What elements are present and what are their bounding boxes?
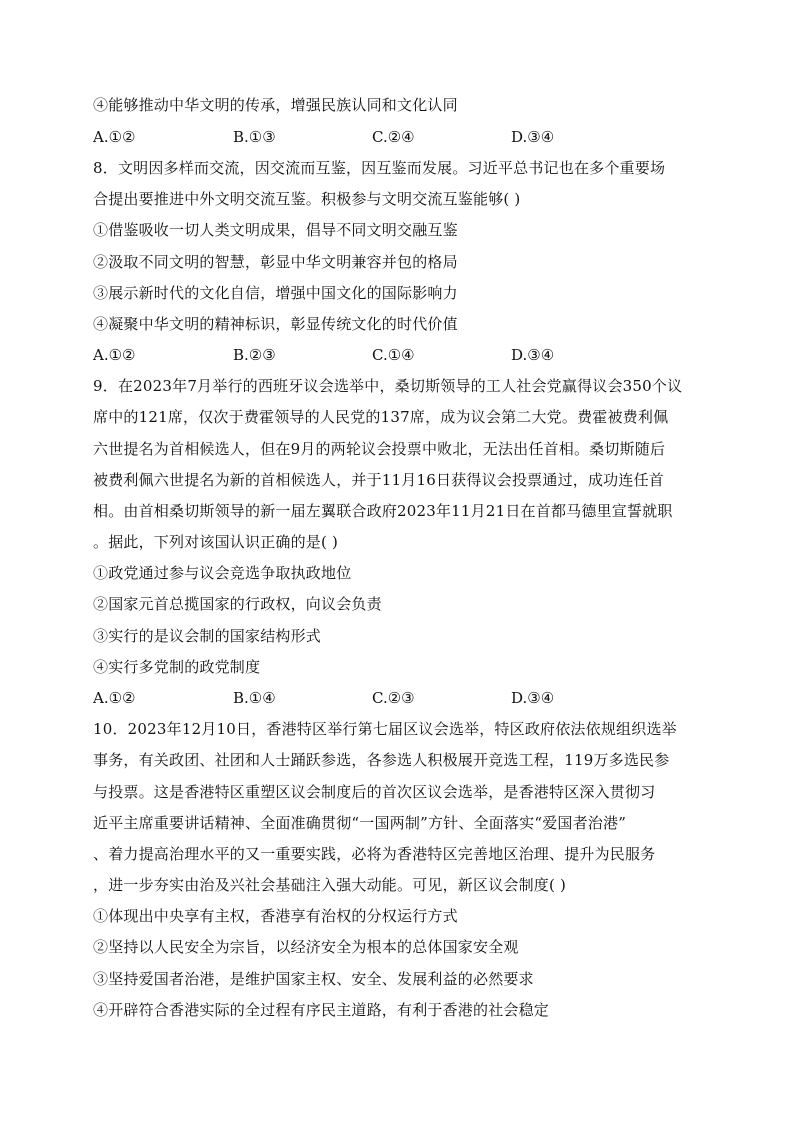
q9-option-1: ①政党通过参与议会竞选争取执政地位 [93, 564, 352, 582]
q9-stem-line-3: 六世提名为首相候选人，但在9月的两轮议会投票中败北，无法出任首相。桑切斯随后 [93, 440, 666, 458]
q9-stem-line-1: 9．在2023年7月举行的西班牙议会选举中，桑切斯领导的工人社会党赢得议会350个议 [93, 377, 683, 395]
q10-option-2: ②坚持以人民安全为宗旨，以经济安全为根本的总体国家安全观 [93, 938, 519, 956]
q7-choice-b: B.①③ [233, 128, 276, 146]
q8-option-4: ④凝聚中华文明的精神标识，彰显传统文化的时代价值 [93, 315, 458, 333]
q9-option-2: ②国家元首总揽国家的行政权，向议会负责 [93, 595, 382, 613]
q7-choices [93, 127, 713, 147]
q8-option-3: ③展示新时代的文化自信，增强中国文化的国际影响力 [93, 284, 458, 302]
q8-option-1: ①借鉴吸收一切人类文明成果，倡导不同文明交融互鉴 [93, 221, 458, 239]
q10-stem-line-2: 事务，有关政团、社团和人士踊跃参选，各参选人积极展开竞选工程，119万多选民参 [93, 751, 670, 769]
q8-choice-b: B.②③ [233, 346, 276, 364]
q9-choice-d: D.③④ [511, 689, 555, 707]
q7-choice-d: D.③④ [511, 128, 555, 146]
q10-stem-line-1: 10．2023年12月10日，香港特区举行第七届区议会选举，特区政府依法依规组织选举 [93, 720, 677, 738]
q9-option-3: ③实行的是议会制的国家结构形式 [93, 627, 322, 645]
q9-stem-line-2: 席中的121席，仅次于费霍领导的人民党的137席，成为议会第二大党。费霍被费利佩 [93, 408, 669, 426]
q10-option-1: ①体现出中央享有主权，香港享有治权的分权运行方式 [93, 907, 458, 925]
q8-option-2: ②汲取不同文明的智慧，彰显中华文明兼容并包的格局 [93, 253, 458, 271]
q8-choices [93, 345, 713, 365]
q9-stem-line-6: 。据此，下列对该国认识正确的是( ) [93, 533, 339, 551]
q9-option-4: ④实行多党制的政党制度 [93, 658, 261, 676]
q9-choices [93, 688, 713, 708]
q9-stem-line-5: 相。由首相桑切斯领导的新一届左翼联合政府2023年11月21日在首都马德里宣誓就职 [93, 502, 673, 520]
q10-option-3: ③坚持爱国者治港，是维护国家主权、安全、发展利益的必然要求 [93, 970, 534, 988]
q9-stem-line-4: 被费利佩六世提名为新的首相候选人，并于11月16日获得议会投票通过，成功连任首 [93, 471, 664, 489]
q8-choice-a: A.①② [93, 346, 136, 364]
q7-choice-c: C.②④ [372, 128, 415, 146]
q8-stem-line-2: 合提出要推进中外文明交流互鉴。积极参与文明交流互鉴能够( ) [93, 190, 521, 208]
q8-stem-line-1: 8．文明因多样而交流，因交流而互鉴，因互鉴而发展。习近平总书记也在多个重要场 [93, 159, 666, 177]
q9-choice-a: A.①② [93, 689, 136, 707]
q9-choice-b: B.①④ [233, 689, 276, 707]
q10-stem-line-3: 与投票。这是香港特区重塑区议会制度后的首次区议会选举，是香港特区深入贯彻习 [93, 783, 656, 801]
q8-choice-d: D.③④ [511, 346, 555, 364]
q7-option-4: ④能够推动中华文明的传承，增强民族认同和文化认同 [93, 96, 458, 114]
q10-option-4: ④开辟符合香港实际的全过程有序民主道路，有利于香港的社会稳定 [93, 1001, 550, 1019]
q9-choice-c: C.②③ [372, 689, 415, 707]
q8-choice-c: C.①④ [372, 346, 415, 364]
q10-stem-line-6: ，进一步夯实由治及兴社会基础注入强大动能。可见，新区议会制度( ) [93, 876, 567, 894]
q10-stem-line-5: 、着力提高治理水平的又一重要实践，必将为香港特区完善地区治理、提升为民服务 [93, 845, 656, 863]
q7-choice-a: A.①② [93, 128, 136, 146]
q10-stem-line-4: 近平主席重要讲话精神、全面准确贯彻“一国两制”方针、全面落实“爱国者治港” [93, 814, 627, 832]
